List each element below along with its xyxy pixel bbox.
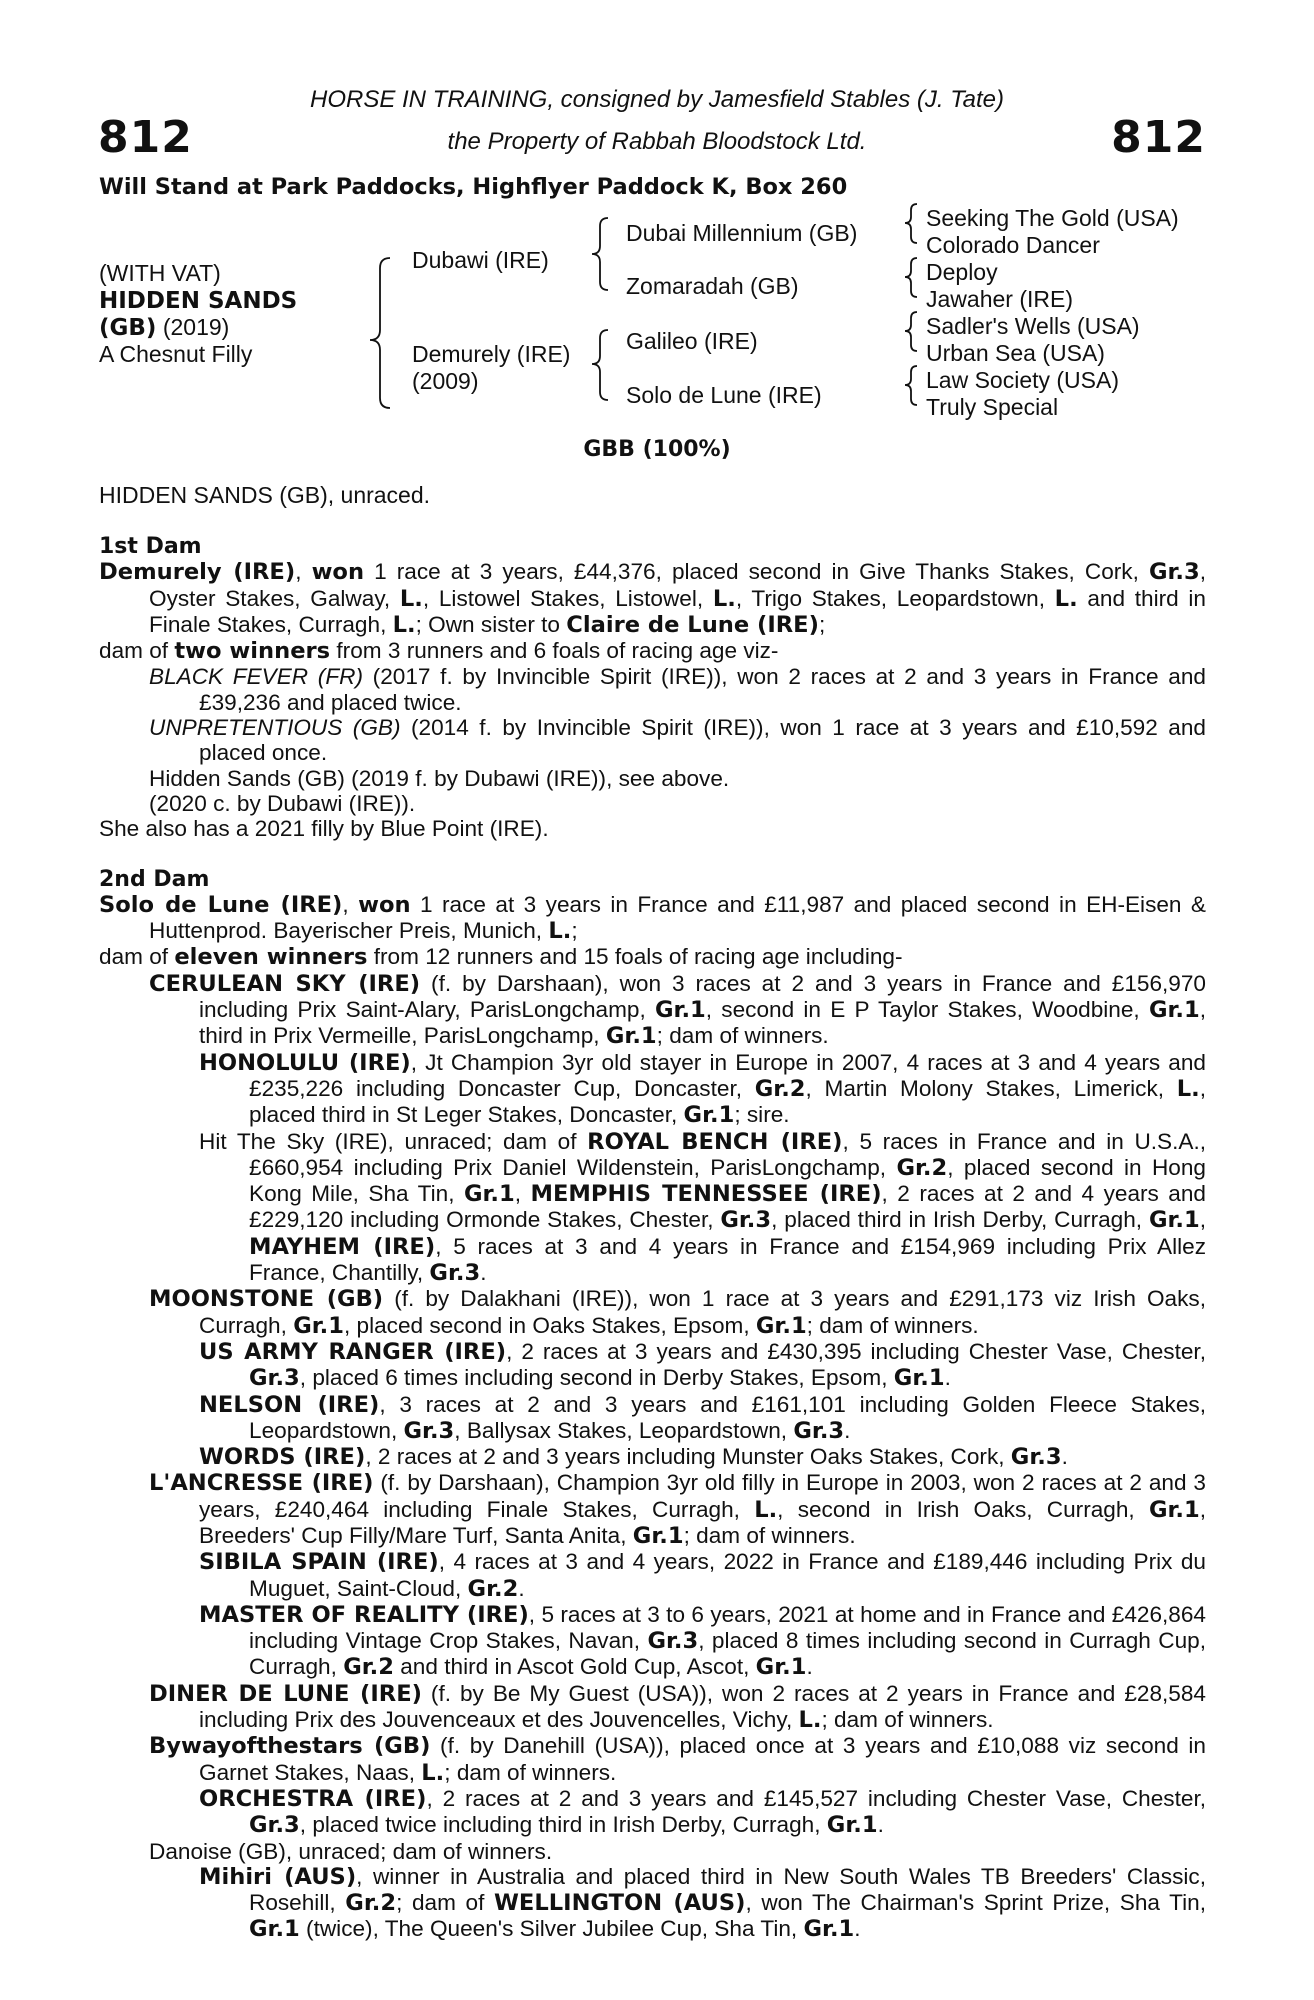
produce-entry: (2020 c. by Dubawi (IRE)). xyxy=(149,790,416,816)
produce-note: She also has a 2021 filly by Blue Point (IRE). xyxy=(99,816,549,842)
pedigree-sire-sire: Dubai Millennium (GB) xyxy=(626,220,858,246)
dam-entry: Demurely (IRE), won 1 race at 3 years, £44,376, placed second in Give Thanks Stakes, Cork, Gr.3, Oyster Stakes, Galway, L., Listowel Stakes, Listowel, L., Trigo Stakes, Leopardstown, L. and third in Finale Stakes, Curragh, L.; Own sister to Claire de Lune (IRE); xyxy=(99,559,1206,638)
section-heading: 2nd Dam xyxy=(99,866,210,892)
produce-entry: Hit The Sky (IRE), unraced; dam of ROYAL BENCH (IRE), 5 races in France and in U.S.A., £660,954 including Prix Daniel Wildenstein, ParisLongchamp, Gr.2, placed second in Hong Kong Mile, Sha Tin, Gr.1, MEMPHIS TENNESSEE (IRE), 2 races at 2 and 4 years and £229,120 including Ormonde Stakes, Chester, Gr.3, placed third in Irish Derby, Curragh, Gr.1, MAYHEM (IRE), 5 races at 3 and 4 years in France and £154,969 including Prix Allez France, Chantilly, Gr.3. xyxy=(199,1128,1207,1287)
produce-entry: HONOLULU (IRE), Jt Champion 3yr old stayer in Europe in 2007, 4 races at 3 and 4 years and £235,226 including Doncaster Cup, Doncaster, Gr.2, Martin Molony Stakes, Limerick, L., placed third in St Leger Stakes, Doncaster, Gr.1; sire. xyxy=(199,1049,1206,1129)
produce-summary: dam of two winners from 3 runners and 6 foals of racing age viz- xyxy=(99,638,779,665)
pedigree-sire: Dubawi (IRE) xyxy=(412,247,549,273)
produce-entry: UNPRETENTIOUS (GB) (2014 f. by Invincible Spirit (IRE)), won 1 race at 3 years and £10,592 and placed once. xyxy=(149,715,1206,766)
produce-summary: dam of eleven winners from 12 runners and 15 foals of racing age including- xyxy=(99,944,903,971)
horse-country: (GB) xyxy=(99,315,157,341)
produce-entry: BLACK FEVER (FR) (2017 f. by Invincible Spirit (IRE)), won 2 races at 2 and 3 years in France and £39,236 and placed twice. xyxy=(149,664,1206,715)
consignment-line: HORSE IN TRAINING, consigned by Jamesfield Stables (J. Tate) xyxy=(309,86,1005,113)
catalogue-body xyxy=(99,534,1206,1943)
produce-entry: SIBILA SPAIN (IRE), 4 races at 3 and 4 years, 2022 in France and £189,446 including Prix du Muguet, Saint-Cloud, Gr.2. xyxy=(199,1549,1206,1602)
dam-entry: Solo de Lune (IRE), won 1 race at 3 years in France and £11,987 and placed second in EH-Eisen & Huttenprod. Bayerischer Preis, Munich, L.; xyxy=(99,891,1206,945)
pedigree-g4: Jawaher (IRE) xyxy=(926,286,1073,312)
produce-entry: Bywayofthestars (GB) (f. by Danehill (USA)), placed once at 3 years and £10,088 viz second in Garnet Stakes, Naas, L.; dam of winners. xyxy=(149,1733,1207,1786)
produce-entry: WORDS (IRE), 2 races at 2 and 3 years including Munster Oaks Stakes, Cork, Gr.3. xyxy=(199,1444,1068,1471)
horse-year: (2019) xyxy=(156,314,230,340)
produce-entry: ORCHESTRA (IRE), 2 races at 2 and 3 years and £145,527 including Chester Vase, Chester, Gr.3, placed twice including third in Irish Derby, Curragh, Gr.1. xyxy=(199,1785,1206,1839)
stand-location: Will Stand at Park Paddocks, Highflyer Paddock K, Box 260 xyxy=(99,174,848,200)
produce-entry: NELSON (IRE), 3 races at 2 and 3 years and £161,101 including Golden Fleece Stakes, Leopardstown, Gr.3, Ballysax Stakes, Leopardstown, Gr.3. xyxy=(199,1391,1206,1444)
produce-entry: CERULEAN SKY (IRE) (f. by Darshaan), won 3 races at 2 and 3 years in France and £156,970 including Prix Saint-Alary, ParisLongchamp, Gr.1, second in E P Taylor Stakes, Woodbine, Gr.1, third in Prix Vermeille, ParisLongchamp, Gr.1; dam of winners. xyxy=(149,970,1207,1050)
vat-note: (WITH VAT) xyxy=(99,260,221,286)
produce-entry: Danoise (GB), unraced; dam of winners. xyxy=(149,1838,553,1864)
produce-entry: Mihiri (AUS), winner in Australia and placed third in New South Wales TB Breeders' Classic, Rosehill, Gr.2; dam of WELLINGTON (AUS), won The Chairman's Sprint Prize, Sha Tin, Gr.1 (twice), The Queen's Silver Jubilee Cup, Sha Tin, Gr.1. xyxy=(199,1863,1206,1943)
pedigree-dam-dam: Solo de Lune (IRE) xyxy=(626,382,822,408)
pedigree-dam-sire: Galileo (IRE) xyxy=(626,328,758,354)
horse-description: A Chesnut Filly xyxy=(99,341,253,367)
pedigree-dam: Demurely (IRE) xyxy=(412,341,571,367)
pedigree-g4: Urban Sea (USA) xyxy=(926,340,1105,366)
horse-name-text: HIDDEN SANDS xyxy=(99,288,298,314)
breeding-code: GBB (100%) xyxy=(583,437,731,462)
lot-number-right: 812 xyxy=(1111,112,1206,163)
pedigree-g4: Truly Special xyxy=(926,394,1059,420)
produce-entry: MASTER OF REALITY (IRE), 5 races at 3 to 6 years, 2021 at home and in France and £426,864 including Vintage Crop Stakes, Navan, Gr.3, placed 8 times including second in Curragh Cup, Curragh, Gr.2 and third in Ascot Gold Cup, Ascot, Gr.1. xyxy=(199,1601,1206,1681)
section-heading: 1st Dam xyxy=(99,534,202,559)
pedigree-g4: Colorado Dancer xyxy=(926,232,1100,258)
pedigree-g4: Sadler's Wells (USA) xyxy=(926,313,1140,339)
pedigree-sire-dam: Zomaradah (GB) xyxy=(626,273,799,299)
race-record-intro: HIDDEN SANDS (GB), unraced. xyxy=(99,482,431,508)
produce-entry: US ARMY RANGER (IRE), 2 races at 3 years and £430,395 including Chester Vase, Chester, Gr.3, placed 6 times including second in Derby Stakes, Epsom, Gr.1. xyxy=(199,1338,1206,1392)
produce-entry: L'ANCRESSE (IRE) (f. by Darshaan), Champion 3yr old filly in Europe in 2003, won 2 races at 2 and 3 years, £240,464 including Finale Stakes, Curragh, L., second in Irish Oaks, Curragh, Gr.1, Breeders' Cup Filly/Mare Turf, Santa Anita, Gr.1; dam of winners. xyxy=(149,1470,1206,1549)
pedigree-g4: Deploy xyxy=(926,259,998,285)
pedigree-g4: Law Society (USA) xyxy=(926,367,1120,393)
produce-entry: MOONSTONE (GB) (f. by Dalakhani (IRE)), won 1 race at 3 years and £291,173 viz Irish Oaks, Curragh, Gr.1, placed second in Oaks Stakes, Epsom, Gr.1; dam of winners. xyxy=(149,1286,1206,1339)
pedigree-dam-year: (2009) xyxy=(412,368,479,394)
property-line: the Property of Rabbah Bloodstock Ltd. xyxy=(447,128,867,155)
lot-number-left: 812 xyxy=(98,112,193,163)
produce-entry: Hidden Sands (GB) (2019 f. by Dubawi (IRE)), see above. xyxy=(149,765,730,791)
produce-entry: DINER DE LUNE (IRE) (f. by Be My Guest (USA)), won 2 races at 2 years in France and £28,584 including Prix des Jouvenceaux et des Jouvencelles, Vichy, L.; dam of winners. xyxy=(149,1680,1207,1734)
pedigree-g4: Seeking The Gold (USA) xyxy=(926,205,1179,231)
